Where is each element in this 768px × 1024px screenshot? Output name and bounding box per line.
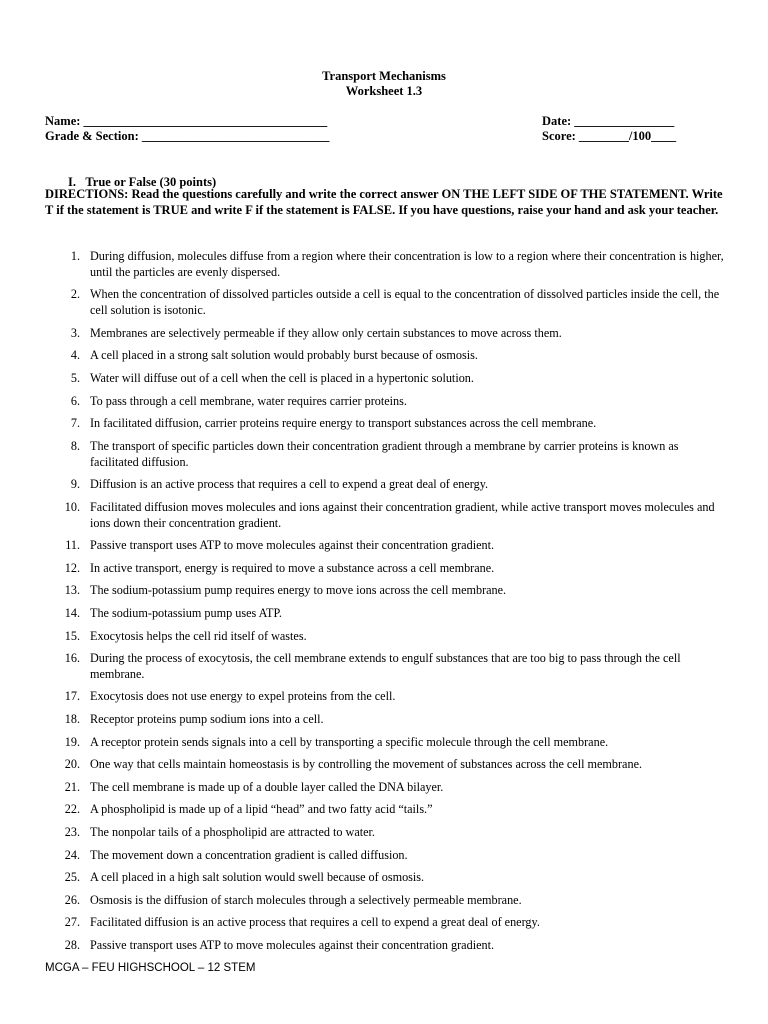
question-number: 25. bbox=[64, 870, 80, 885]
footer-text: MCGA – FEU HIGHSCHOOL – 12 STEM bbox=[45, 962, 256, 974]
question-item bbox=[0, 938, 768, 954]
question-text: Passive transport uses ATP to move molecules against their concentration gradient. bbox=[90, 538, 495, 553]
question-text: Osmosis is the diffusion of starch molecules through a selectively permeable membrane. bbox=[90, 892, 522, 907]
question-number: 4. bbox=[70, 348, 80, 363]
question-text: When the concentration of dissolved particles outside a cell is equal to the concentration of dissolved particles inside the cell, the cell solution is isotonic. bbox=[90, 287, 720, 318]
question-text: During the process of exocytosis, the cell membrane extends to engulf substances that are too big to pass through the cell membrane. bbox=[90, 651, 681, 681]
question-text: The movement down a concentration gradient is called diffusion. bbox=[90, 847, 408, 862]
question-item bbox=[0, 538, 768, 554]
question-number: 27. bbox=[64, 915, 80, 930]
question-list bbox=[0, 249, 768, 961]
question-number: 21. bbox=[64, 779, 80, 794]
question-item bbox=[0, 394, 768, 410]
question-text: One way that cells maintain homeostasis is by controlling the movement of substances across the cell membrane. bbox=[90, 757, 643, 772]
question-number: 8. bbox=[70, 438, 80, 453]
worksheet-title: Transport Mechanisms bbox=[322, 69, 446, 83]
question-number: 23. bbox=[64, 825, 80, 840]
question-number: 5. bbox=[70, 370, 80, 385]
question-number: 16. bbox=[64, 651, 80, 666]
question-text: In active transport, energy is required to move a substance across a cell membrane. bbox=[90, 560, 495, 575]
question-text: During diffusion, molecules diffuse from a region where their concentration is low to a region where their concentration is higher, until the particles are evenly dispersed. bbox=[90, 249, 724, 279]
question-item bbox=[0, 606, 768, 622]
question-item bbox=[0, 287, 768, 319]
question-item bbox=[0, 348, 768, 364]
question-text: The transport of specific particles down their concentration gradient through a membrane by carrier proteins is known as facilitated diffusion. bbox=[90, 438, 679, 469]
question-item bbox=[0, 712, 768, 728]
question-item bbox=[0, 371, 768, 387]
question-number: 6. bbox=[70, 393, 80, 408]
question-number: 14. bbox=[64, 605, 80, 620]
question-text: A receptor protein sends signals into a cell by transporting a specific molecule through the cell membrane. bbox=[90, 734, 609, 749]
question-item bbox=[0, 780, 768, 796]
question-item bbox=[0, 326, 768, 342]
question-item bbox=[0, 500, 768, 532]
question-text: A phospholipid is made up of a lipid “head” and two fatty acid “tails.” bbox=[90, 802, 433, 817]
question-number: 7. bbox=[70, 416, 80, 431]
question-text: Exocytosis does not use energy to expel proteins from the cell. bbox=[90, 689, 396, 704]
question-number: 22. bbox=[64, 802, 80, 817]
question-text: Passive transport uses ATP to move molecules against their concentration gradient. bbox=[90, 938, 495, 953]
question-text: The cell membrane is made up of a double layer called the DNA bilayer. bbox=[90, 779, 444, 794]
question-item bbox=[0, 848, 768, 864]
question-number: 10. bbox=[64, 499, 80, 514]
question-text: Membranes are selectively permeable if they allow only certain substances to move across them. bbox=[90, 325, 562, 340]
question-item bbox=[0, 416, 768, 432]
question-item bbox=[0, 689, 768, 705]
question-text: The sodium-potassium pump uses ATP. bbox=[90, 605, 282, 620]
question-number: 18. bbox=[64, 712, 80, 727]
question-number: 19. bbox=[64, 734, 80, 749]
question-item bbox=[0, 439, 768, 471]
worksheet-subtitle: Worksheet 1.3 bbox=[345, 84, 423, 98]
question-item bbox=[0, 735, 768, 751]
date-field: Date: ________________ bbox=[542, 114, 675, 128]
question-item bbox=[0, 870, 768, 886]
question-item bbox=[0, 893, 768, 909]
question-text: Exocytosis helps the cell rid itself of wastes. bbox=[90, 628, 307, 643]
question-item bbox=[0, 583, 768, 599]
question-number: 2. bbox=[70, 287, 80, 302]
question-text: Facilitated diffusion moves molecules and ions against their concentration gradient, while active transport moves molecules and ions down their concentration gradient. bbox=[90, 499, 715, 530]
question-number: 26. bbox=[64, 892, 80, 907]
question-text: Receptor proteins pump sodium ions into a cell. bbox=[90, 712, 324, 727]
question-number: 24. bbox=[64, 847, 80, 862]
question-text: In facilitated diffusion, carrier proteins require energy to transport substances across the cell membrane. bbox=[90, 416, 597, 431]
question-text: To pass through a cell membrane, water requires carrier proteins. bbox=[90, 393, 407, 408]
question-item bbox=[0, 477, 768, 493]
question-item bbox=[0, 757, 768, 773]
question-number: 28. bbox=[64, 938, 80, 953]
question-number: 1. bbox=[70, 249, 80, 263]
question-number: 3. bbox=[70, 325, 80, 340]
question-item bbox=[0, 802, 768, 818]
question-text: Facilitated diffusion is an active process that requires a cell to expend a great deal of energy. bbox=[90, 915, 540, 930]
question-item bbox=[0, 915, 768, 931]
question-item bbox=[0, 651, 768, 683]
directions-text: DIRECTIONS: Read the questions carefully and write the correct answer ON THE LEFT SIDE OF THE STATEMENT. Write T if the statement is TRUE and write F if the statement is FALSE. If you have questions, raise your hand and ask your teacher. bbox=[45, 187, 723, 217]
question-text: Diffusion is an active process that requires a cell to expend a great deal of energy. bbox=[90, 477, 489, 492]
question-item bbox=[0, 561, 768, 577]
question-text: A cell placed in a high salt solution would swell because of osmosis. bbox=[90, 870, 425, 885]
question-text: Water will diffuse out of a cell when the cell is placed in a hypertonic solution. bbox=[90, 370, 474, 385]
question-number: 20. bbox=[64, 757, 80, 772]
grade-section-field: Grade & Section: ______________________________ bbox=[45, 129, 330, 143]
name-field: Name: _______________________________________ bbox=[45, 114, 328, 128]
question-item bbox=[0, 249, 768, 281]
question-item bbox=[0, 629, 768, 645]
question-number: 17. bbox=[64, 689, 80, 704]
question-number: 9. bbox=[70, 477, 80, 492]
question-text: A cell placed in a strong salt solution would probably burst because of osmosis. bbox=[90, 348, 478, 363]
question-number: 11. bbox=[65, 538, 80, 553]
question-item bbox=[0, 825, 768, 841]
section-heading: I. True or False (30 points) bbox=[68, 175, 217, 189]
question-text: The sodium-potassium pump requires energy to move ions across the cell membrane. bbox=[90, 583, 507, 598]
question-number: 13. bbox=[64, 583, 80, 598]
score-field: Score: ________/100____ bbox=[542, 129, 677, 143]
question-number: 12. bbox=[64, 560, 80, 575]
question-number: 15. bbox=[64, 628, 80, 643]
question-text: The nonpolar tails of a phospholipid are attracted to water. bbox=[90, 825, 375, 840]
